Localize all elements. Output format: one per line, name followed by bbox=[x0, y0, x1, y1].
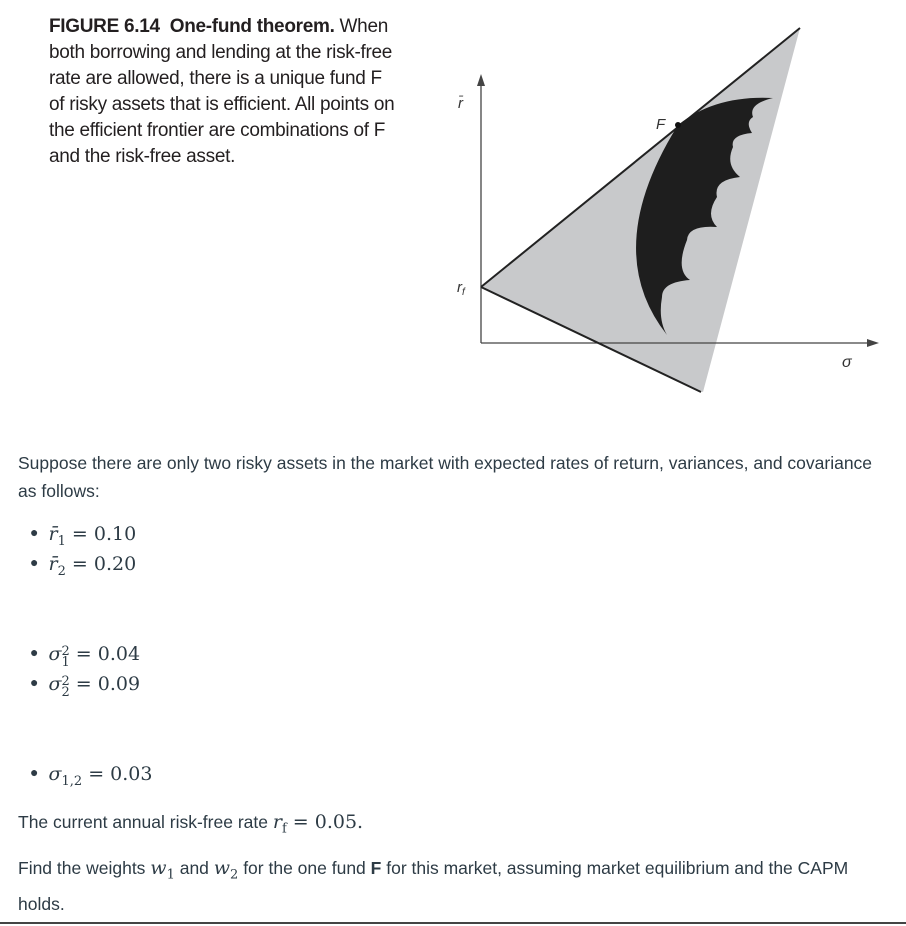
caption-text: When both borrowing and lending at the risk-free rate are allowed, there is a unique fund F of risky assets that is efficient. All points on the efficient frontier are combinations of F and the risk-free asset. bbox=[49, 16, 395, 167]
x-axis-arrow bbox=[867, 339, 879, 347]
y-axis-label: r̄ bbox=[458, 95, 463, 112]
variance-item-1: ● σ2 1 = 0.04 bbox=[30, 643, 141, 670]
feasible-region bbox=[481, 28, 800, 392]
intro-text: Suppose there are only two risky assets in the market with expected rates of return, variances, and covariance as follows: bbox=[18, 453, 873, 501]
one-fund-figure bbox=[0, 0, 906, 420]
return-item-2: ● $r̄_2 = 0.20$ bbox=[30, 553, 137, 579]
fund-point bbox=[675, 122, 681, 128]
fund-label: F bbox=[656, 116, 666, 133]
return-item-1: ● $r̄_1 = 0.10$ bbox=[30, 523, 137, 549]
covariance-item: ● $\sigma_{1,2} = 0.03$ bbox=[30, 763, 153, 789]
question-text: Find the weights $w_1$ and $w_2$ for the one fund F for this market, assuming market equilibrium and the CAPM holds. bbox=[18, 857, 849, 914]
caption-label: FIGURE 6.14 bbox=[49, 16, 160, 37]
caption-title: One-fund theorem. bbox=[169, 16, 335, 37]
x-axis-label: σ bbox=[842, 354, 852, 371]
rf-label: $r_f$ bbox=[457, 279, 465, 298]
variance-item-2: ● σ2 2 = 0.09 bbox=[30, 673, 141, 700]
y-axis-arrow bbox=[477, 74, 485, 86]
bottom-divider bbox=[0, 922, 906, 924]
risk-free-rate-text: The current annual risk-free rate $r_f = 0.05$. bbox=[18, 811, 364, 837]
